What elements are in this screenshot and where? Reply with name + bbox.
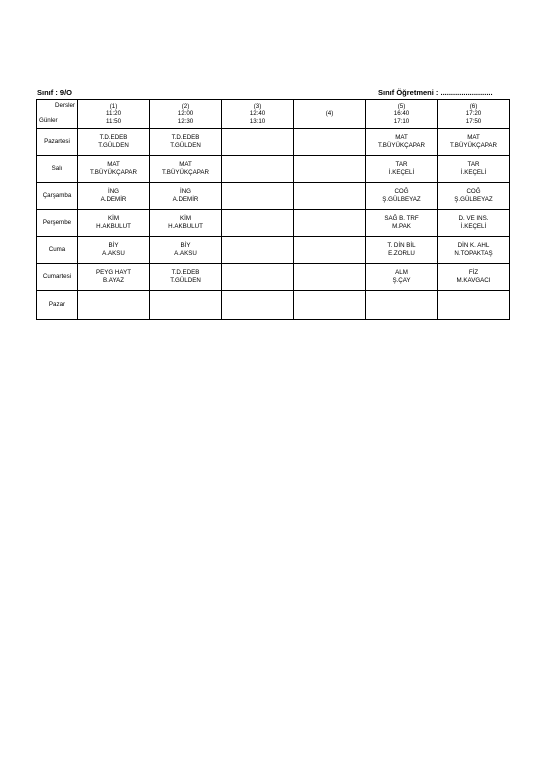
lesson-subject: T. DİN BİL bbox=[387, 242, 416, 249]
header-row bbox=[37, 100, 510, 129]
period-number: (2) bbox=[181, 102, 190, 110]
corner-cell bbox=[37, 100, 78, 129]
lesson-subject: FİZ bbox=[468, 269, 479, 276]
period-number: (3) bbox=[253, 102, 262, 110]
lesson-cell bbox=[366, 291, 438, 320]
lesson-subject: D. VE INS. bbox=[458, 215, 489, 222]
lesson-cell bbox=[78, 237, 150, 264]
lesson-cell bbox=[366, 237, 438, 264]
lesson-cell bbox=[222, 156, 294, 183]
day-name: Pazar bbox=[37, 291, 78, 320]
lesson-cell bbox=[294, 264, 366, 291]
period-number: (1) bbox=[109, 102, 118, 110]
lesson-teacher: M.PAK bbox=[392, 223, 411, 230]
period-end-time: 12:30 bbox=[177, 117, 194, 125]
lesson-cell bbox=[438, 156, 510, 183]
lesson-teacher: H.AKBULUT bbox=[168, 223, 203, 230]
lesson-cell bbox=[222, 291, 294, 320]
lesson-cell bbox=[150, 156, 222, 183]
lesson-subject: T.D.EDEB bbox=[99, 134, 128, 141]
lesson-subject: DİN K. AHL bbox=[457, 242, 490, 249]
lesson-subject: COĞ bbox=[466, 188, 481, 195]
lesson-teacher: Ş.GÜLBEYAZ bbox=[454, 196, 493, 203]
lesson-subject: TAR bbox=[467, 161, 480, 168]
lesson-subject: SAĞ B. TRF bbox=[384, 215, 419, 222]
period-end-time: 11:50 bbox=[105, 117, 122, 125]
day-row bbox=[37, 156, 510, 183]
lesson-cell bbox=[366, 156, 438, 183]
lesson-cell bbox=[366, 129, 438, 156]
period-start-time: 17:20 bbox=[465, 110, 482, 118]
lesson-cell bbox=[438, 183, 510, 210]
lesson-cell bbox=[150, 237, 222, 264]
period-end-time: 17:10 bbox=[393, 117, 410, 125]
lesson-cell bbox=[294, 237, 366, 264]
lesson-teacher: T.BÜYÜKÇAPAR bbox=[450, 142, 497, 149]
lesson-cell bbox=[438, 264, 510, 291]
class-label: Sınıf : 9/O bbox=[37, 88, 73, 97]
lesson-subject: MAT bbox=[467, 134, 480, 141]
period-header bbox=[366, 100, 438, 129]
lesson-cell bbox=[78, 291, 150, 320]
lesson-cell bbox=[222, 129, 294, 156]
lesson-cell bbox=[294, 210, 366, 237]
day-name: Pazartesi bbox=[37, 129, 78, 156]
lesson-subject: MAT bbox=[395, 134, 408, 141]
period-number: (5) bbox=[397, 102, 406, 110]
lesson-cell bbox=[222, 264, 294, 291]
lesson-teacher: T.BÜYÜKÇAPAR bbox=[162, 169, 209, 176]
lesson-teacher: B.AYAZ bbox=[102, 277, 125, 284]
day-name: Çarşamba bbox=[37, 183, 78, 210]
day-name: Perşembe bbox=[37, 210, 78, 237]
period-start-time: 12:00 bbox=[177, 110, 194, 118]
lesson-teacher: M.KAVGACI bbox=[456, 277, 491, 284]
lesson-subject: İNG bbox=[179, 188, 191, 195]
period-header bbox=[78, 100, 150, 129]
lesson-teacher: Ş.ÇAY bbox=[392, 277, 411, 284]
lesson-cell bbox=[294, 156, 366, 183]
lesson-teacher: T.GÜLDEN bbox=[170, 142, 201, 149]
period-end-time: 17:50 bbox=[465, 117, 482, 125]
lesson-cell bbox=[78, 183, 150, 210]
lesson-teacher: T.BÜYÜKÇAPAR bbox=[378, 142, 425, 149]
lesson-subject: KİM bbox=[107, 215, 119, 222]
lesson-teacher: N.TOPAKTAŞ bbox=[454, 250, 493, 257]
day-name: Salı bbox=[37, 156, 78, 183]
period-end-time: 13:10 bbox=[249, 117, 266, 125]
lesson-teacher: İ.KEÇELİ bbox=[460, 223, 487, 230]
lesson-cell bbox=[438, 291, 510, 320]
lesson-teacher: E.ZORLU bbox=[388, 250, 415, 257]
lesson-teacher: T.GÜLDEN bbox=[98, 142, 129, 149]
lesson-teacher: A.AKSU bbox=[102, 250, 125, 257]
lesson-cell bbox=[150, 183, 222, 210]
lesson-cell bbox=[222, 237, 294, 264]
day-row bbox=[37, 210, 510, 237]
lesson-subject: PEYG HAYT bbox=[96, 269, 131, 276]
lesson-cell bbox=[366, 264, 438, 291]
lesson-cell bbox=[150, 291, 222, 320]
lesson-subject: T.D.EDEB bbox=[171, 134, 200, 141]
lesson-cell bbox=[438, 129, 510, 156]
period-header bbox=[222, 100, 294, 129]
lesson-cell bbox=[150, 210, 222, 237]
lesson-subject: ALM bbox=[395, 269, 408, 276]
lesson-subject: BİY bbox=[108, 242, 119, 249]
period-header bbox=[438, 100, 510, 129]
lesson-teacher: İ.KEÇELİ bbox=[460, 169, 487, 176]
lesson-teacher: A.DEMİR bbox=[100, 196, 127, 203]
period-number: (6) bbox=[469, 102, 478, 110]
day-row bbox=[37, 129, 510, 156]
period-start-time: 16:40 bbox=[393, 110, 410, 118]
lesson-teacher: H.AKBULUT bbox=[96, 223, 131, 230]
lesson-cell bbox=[222, 183, 294, 210]
lesson-cell bbox=[222, 210, 294, 237]
day-name: Cuma bbox=[37, 237, 78, 264]
lesson-teacher: A.AKSU bbox=[174, 250, 197, 257]
lesson-cell bbox=[366, 183, 438, 210]
lesson-cell bbox=[438, 210, 510, 237]
lesson-subject: MAT bbox=[107, 161, 120, 168]
day-row bbox=[37, 183, 510, 210]
lesson-cell bbox=[294, 129, 366, 156]
day-row bbox=[37, 291, 510, 320]
period-start-time: 12:40 bbox=[249, 110, 266, 118]
lesson-cell bbox=[150, 264, 222, 291]
day-row bbox=[37, 264, 510, 291]
day-name: Cumartesi bbox=[37, 264, 78, 291]
lesson-teacher: A.DEMİR bbox=[172, 196, 199, 203]
lesson-subject: T.D.EDEB bbox=[171, 269, 200, 276]
corner-days-label: Günler bbox=[39, 117, 58, 125]
period-header bbox=[150, 100, 222, 129]
lesson-subject: İNG bbox=[107, 188, 119, 195]
lesson-teacher: İ.KEÇELİ bbox=[388, 169, 415, 176]
lesson-cell bbox=[294, 183, 366, 210]
lesson-cell bbox=[150, 129, 222, 156]
period-start-time: 11:20 bbox=[105, 110, 122, 118]
lesson-cell bbox=[78, 210, 150, 237]
period-header bbox=[294, 100, 366, 129]
lesson-teacher: Ş.GÜLBEYAZ bbox=[382, 196, 421, 203]
lesson-subject: TAR bbox=[395, 161, 408, 168]
lesson-cell bbox=[366, 210, 438, 237]
lesson-cell bbox=[78, 156, 150, 183]
day-row bbox=[37, 237, 510, 264]
corner-lessons-label: Dersler bbox=[55, 102, 75, 109]
lesson-teacher: T.BÜYÜKÇAPAR bbox=[90, 169, 137, 176]
lesson-subject: KİM bbox=[179, 215, 191, 222]
schedule-table bbox=[36, 99, 510, 320]
homeroom-teacher-label: Sınıf Öğretmeni : ......................... bbox=[378, 88, 493, 97]
lesson-subject: MAT bbox=[179, 161, 192, 168]
lesson-subject: COĞ bbox=[394, 188, 409, 195]
lesson-cell bbox=[294, 291, 366, 320]
lesson-cell bbox=[78, 129, 150, 156]
lesson-subject: BİY bbox=[180, 242, 191, 249]
lesson-cell bbox=[438, 237, 510, 264]
lesson-cell bbox=[78, 264, 150, 291]
lesson-teacher: T.GÜLDEN bbox=[170, 277, 201, 284]
period-number: (4) bbox=[325, 110, 334, 118]
